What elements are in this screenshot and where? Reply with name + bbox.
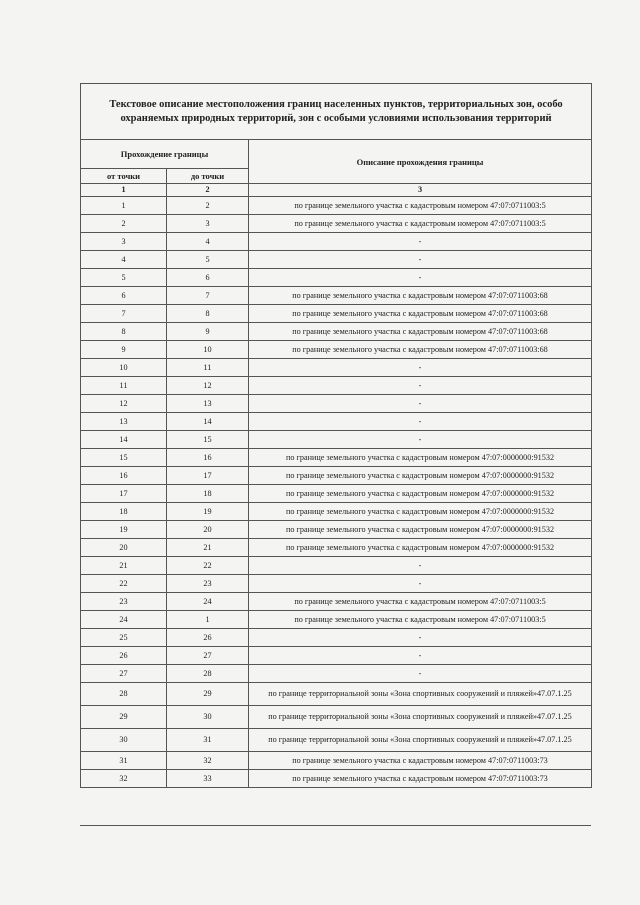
table-row — [81, 752, 592, 770]
table-row — [81, 287, 592, 305]
to-point-cell: 5 — [167, 251, 249, 269]
from-point-cell: 25 — [81, 629, 167, 647]
from-point-cell: 13 — [81, 413, 167, 431]
from-point-cell: 15 — [81, 449, 167, 467]
description-cell: по границе земельного участка с кадастровым номером 47:07:0711003:68 — [249, 323, 592, 341]
table-row — [81, 539, 592, 557]
to-point-cell: 19 — [167, 503, 249, 521]
from-point-cell: 11 — [81, 377, 167, 395]
from-point-cell: 1 — [81, 197, 167, 215]
description-cell: по границе земельного участка с кадастровым номером 47:07:0000000:91532 — [249, 485, 592, 503]
from-point-cell: 28 — [81, 683, 167, 706]
description-cell: - — [249, 269, 592, 287]
description-cell: по границе земельного участка с кадастровым номером 47:07:0000000:91532 — [249, 449, 592, 467]
to-point-cell: 20 — [167, 521, 249, 539]
from-point-cell: 20 — [81, 539, 167, 557]
from-point-cell: 22 — [81, 575, 167, 593]
table-row — [81, 557, 592, 575]
to-point-cell: 18 — [167, 485, 249, 503]
from-point-cell: 21 — [81, 557, 167, 575]
to-point-cell: 30 — [167, 706, 249, 729]
to-point-cell: 12 — [167, 377, 249, 395]
to-point-cell: 28 — [167, 665, 249, 683]
to-point-cell: 16 — [167, 449, 249, 467]
to-point-cell: 13 — [167, 395, 249, 413]
description-cell: - — [249, 665, 592, 683]
table-row — [81, 449, 592, 467]
to-point-cell: 23 — [167, 575, 249, 593]
from-point-cell: 30 — [81, 729, 167, 752]
table-row — [81, 467, 592, 485]
table-bottom-line — [80, 825, 591, 826]
to-point-header: до точки — [167, 169, 249, 184]
table-row — [81, 341, 592, 359]
table-row — [81, 770, 592, 788]
to-point-cell: 6 — [167, 269, 249, 287]
description-cell: по границе земельного участка с кадастровым номером 47:07:0711003:5 — [249, 215, 592, 233]
from-point-cell: 14 — [81, 431, 167, 449]
table-row — [81, 269, 592, 287]
table-row — [81, 377, 592, 395]
from-point-cell: 23 — [81, 593, 167, 611]
to-point-cell: 2 — [167, 197, 249, 215]
to-point-cell: 9 — [167, 323, 249, 341]
to-point-cell: 29 — [167, 683, 249, 706]
description-cell: по границе земельного участка с кадастровым номером 47:07:0711003:68 — [249, 287, 592, 305]
description-cell: по границе земельного участка с кадастровым номером 47:07:0711003:73 — [249, 752, 592, 770]
table-row — [81, 521, 592, 539]
from-point-cell: 29 — [81, 706, 167, 729]
description-cell: - — [249, 377, 592, 395]
description-cell: - — [249, 557, 592, 575]
description-header: Описание прохождения границы — [249, 140, 592, 184]
to-point-cell: 8 — [167, 305, 249, 323]
to-point-cell: 33 — [167, 770, 249, 788]
from-point-cell: 17 — [81, 485, 167, 503]
table-row — [81, 233, 592, 251]
to-point-cell: 32 — [167, 752, 249, 770]
from-point-cell: 27 — [81, 665, 167, 683]
from-point-cell: 7 — [81, 305, 167, 323]
table-row — [81, 503, 592, 521]
to-point-cell: 15 — [167, 431, 249, 449]
from-point-cell: 18 — [81, 503, 167, 521]
table-row — [81, 197, 592, 215]
description-cell: по границе земельного участка с кадастровым номером 47:07:0711003:5 — [249, 197, 592, 215]
from-point-cell: 19 — [81, 521, 167, 539]
table-row — [81, 665, 592, 683]
description-cell: по границе территориальной зоны «Зона спортивных сооружений и пляжей»47.07.1.25 — [249, 729, 592, 752]
table-row — [81, 359, 592, 377]
description-cell: - — [249, 413, 592, 431]
description-cell: по границе земельного участка с кадастровым номером 47:07:0000000:91532 — [249, 503, 592, 521]
from-point-cell: 32 — [81, 770, 167, 788]
from-point-cell: 16 — [81, 467, 167, 485]
to-point-cell: 17 — [167, 467, 249, 485]
description-cell: по границе земельного участка с кадастровым номером 47:07:0711003:68 — [249, 341, 592, 359]
boundary-table — [80, 83, 592, 788]
table-row — [81, 647, 592, 665]
column-number-3: 3 — [249, 184, 592, 197]
from-point-cell: 24 — [81, 611, 167, 629]
column-number-2: 2 — [167, 184, 249, 197]
table-row — [81, 575, 592, 593]
document-sheet — [80, 83, 591, 788]
column-number-1: 1 — [81, 184, 167, 197]
description-cell: по границе земельного участка с кадастровым номером 47:07:0711003:73 — [249, 770, 592, 788]
description-cell: по границе территориальной зоны «Зона спортивных сооружений и пляжей»47.07.1.25 — [249, 706, 592, 729]
to-point-cell: 14 — [167, 413, 249, 431]
to-point-cell: 4 — [167, 233, 249, 251]
description-cell: - — [249, 233, 592, 251]
description-cell: по границе земельного участка с кадастровым номером 47:07:0711003:68 — [249, 305, 592, 323]
from-point-cell: 31 — [81, 752, 167, 770]
description-cell: - — [249, 359, 592, 377]
from-point-cell: 4 — [81, 251, 167, 269]
header-row — [81, 140, 592, 169]
description-cell: - — [249, 395, 592, 413]
table-row — [81, 395, 592, 413]
description-cell: по границе территориальной зоны «Зона спортивных сооружений и пляжей»47.07.1.25 — [249, 683, 592, 706]
to-point-cell: 26 — [167, 629, 249, 647]
table-row — [81, 729, 592, 752]
table-row — [81, 431, 592, 449]
to-point-cell: 22 — [167, 557, 249, 575]
from-point-cell: 2 — [81, 215, 167, 233]
title-row — [81, 84, 592, 140]
table-row — [81, 683, 592, 706]
to-point-cell: 7 — [167, 287, 249, 305]
table-row — [81, 413, 592, 431]
table-row — [81, 706, 592, 729]
from-point-cell: 5 — [81, 269, 167, 287]
to-point-cell: 21 — [167, 539, 249, 557]
from-point-cell: 10 — [81, 359, 167, 377]
description-cell: по границе земельного участка с кадастровым номером 47:07:0711003:5 — [249, 593, 592, 611]
from-point-cell: 12 — [81, 395, 167, 413]
to-point-cell: 10 — [167, 341, 249, 359]
table-row — [81, 593, 592, 611]
description-cell: по границе земельного участка с кадастровым номером 47:07:0000000:91532 — [249, 467, 592, 485]
description-cell: - — [249, 431, 592, 449]
to-point-cell: 1 — [167, 611, 249, 629]
passage-header: Прохождение границы — [81, 140, 249, 169]
table-row — [81, 215, 592, 233]
description-cell: - — [249, 647, 592, 665]
table-row — [81, 323, 592, 341]
from-point-cell: 6 — [81, 287, 167, 305]
to-point-cell: 11 — [167, 359, 249, 377]
document-title: Текстовое описание местоположения границ населенных пунктов, территориальных зон, особо охраняемых природных территорий, зон с особыми условиями использования территорий — [81, 84, 592, 140]
column-numbers-row — [81, 184, 592, 197]
from-point-cell: 26 — [81, 647, 167, 665]
table-row — [81, 305, 592, 323]
description-cell: по границе земельного участка с кадастровым номером 47:07:0000000:91532 — [249, 539, 592, 557]
to-point-cell: 3 — [167, 215, 249, 233]
table-row — [81, 251, 592, 269]
from-point-cell: 8 — [81, 323, 167, 341]
from-point-header: от точки — [81, 169, 167, 184]
to-point-cell: 27 — [167, 647, 249, 665]
table-row — [81, 485, 592, 503]
description-cell: - — [249, 575, 592, 593]
description-cell: по границе земельного участка с кадастровым номером 47:07:0000000:91532 — [249, 521, 592, 539]
table-row — [81, 629, 592, 647]
table-row — [81, 611, 592, 629]
description-cell: по границе земельного участка с кадастровым номером 47:07:0711003:5 — [249, 611, 592, 629]
from-point-cell: 3 — [81, 233, 167, 251]
from-point-cell: 9 — [81, 341, 167, 359]
to-point-cell: 31 — [167, 729, 249, 752]
description-cell: - — [249, 629, 592, 647]
description-cell: - — [249, 251, 592, 269]
to-point-cell: 24 — [167, 593, 249, 611]
